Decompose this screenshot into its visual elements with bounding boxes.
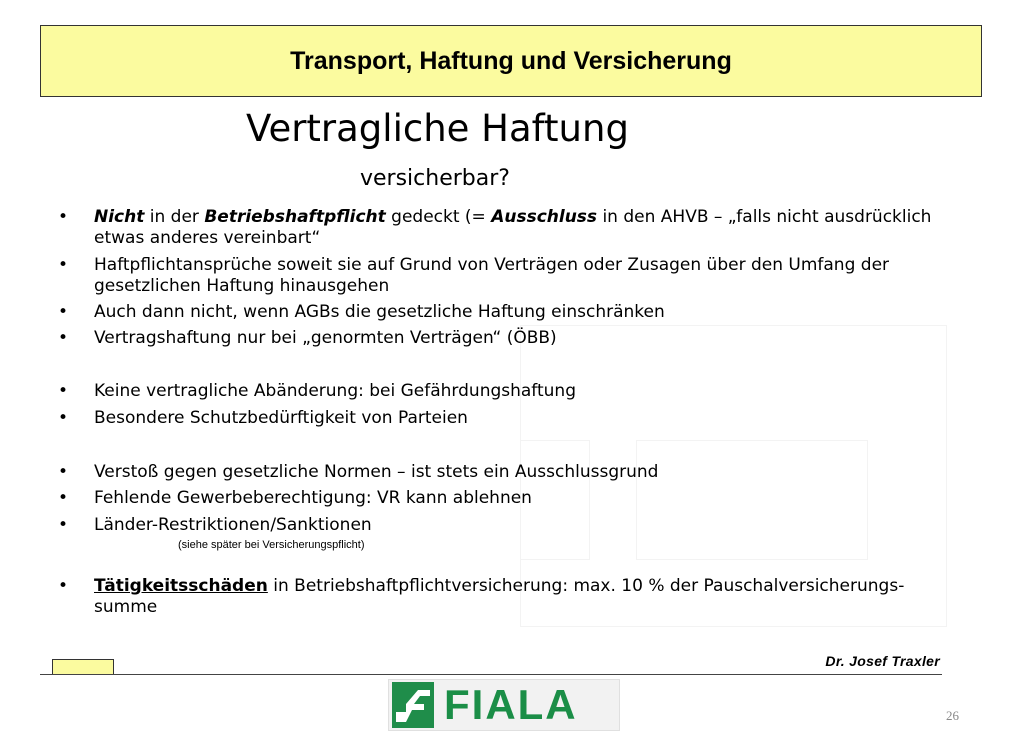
logo-mark-icon <box>392 682 434 728</box>
f-letter-icon <box>392 682 434 728</box>
header-box <box>40 25 982 97</box>
list-item: • Besondere Schutzbedürftigkeit von Parteien <box>94 408 954 429</box>
list-item: • Vertragshaftung nur bei „genormten Verträgen“ (ÖBB) <box>94 328 954 349</box>
page-number: 26 <box>946 708 959 723</box>
list-item: • Auch dann nicht, wenn AGBs die gesetzliche Haftung einschränken <box>94 302 954 323</box>
list-item: • Länder-Restriktionen/Sanktionen <box>94 515 954 536</box>
footer-line <box>40 674 942 675</box>
slide-subtitle: versicherbar? <box>360 166 510 191</box>
author-name: Dr. Josef Traxler <box>825 653 940 669</box>
list-item: • Verstoß gegen gesetzliche Normen – ist stets ein Ausschlussgrund <box>94 462 954 483</box>
list-item: • Nicht in der Betriebshaftpflicht gedeckt (= Ausschluss in den AHVB – „falls nicht ausdrücklich etwas anderes vereinbart“ <box>94 207 954 249</box>
fiala-logo <box>388 679 620 731</box>
list-item: • Fehlende Gewerbeberechtigung: VR kann ablehnen <box>94 488 954 509</box>
footer-small-box <box>52 659 114 675</box>
list-item: • Keine vertragliche Abänderung: bei Gefährdungshaftung <box>94 381 954 402</box>
list-item: • Haftpflichtansprüche soweit sie auf Grund von Verträgen oder Zusagen über den Umfang der gesetzlichen Haftung hinausgehen <box>94 255 954 297</box>
note-text: (siehe später bei Versicherungspflicht) <box>178 539 365 551</box>
list-item: • Tätigkeitsschäden in Betriebshaftpflichtversicherung: max. 10 % der Pauschalversicherungs-summe <box>94 576 954 618</box>
slide-title: Vertragliche Haftung <box>246 107 629 150</box>
header-title: Transport, Haftung und Versicherung <box>290 46 732 75</box>
logo-text: FIALA <box>444 681 578 728</box>
